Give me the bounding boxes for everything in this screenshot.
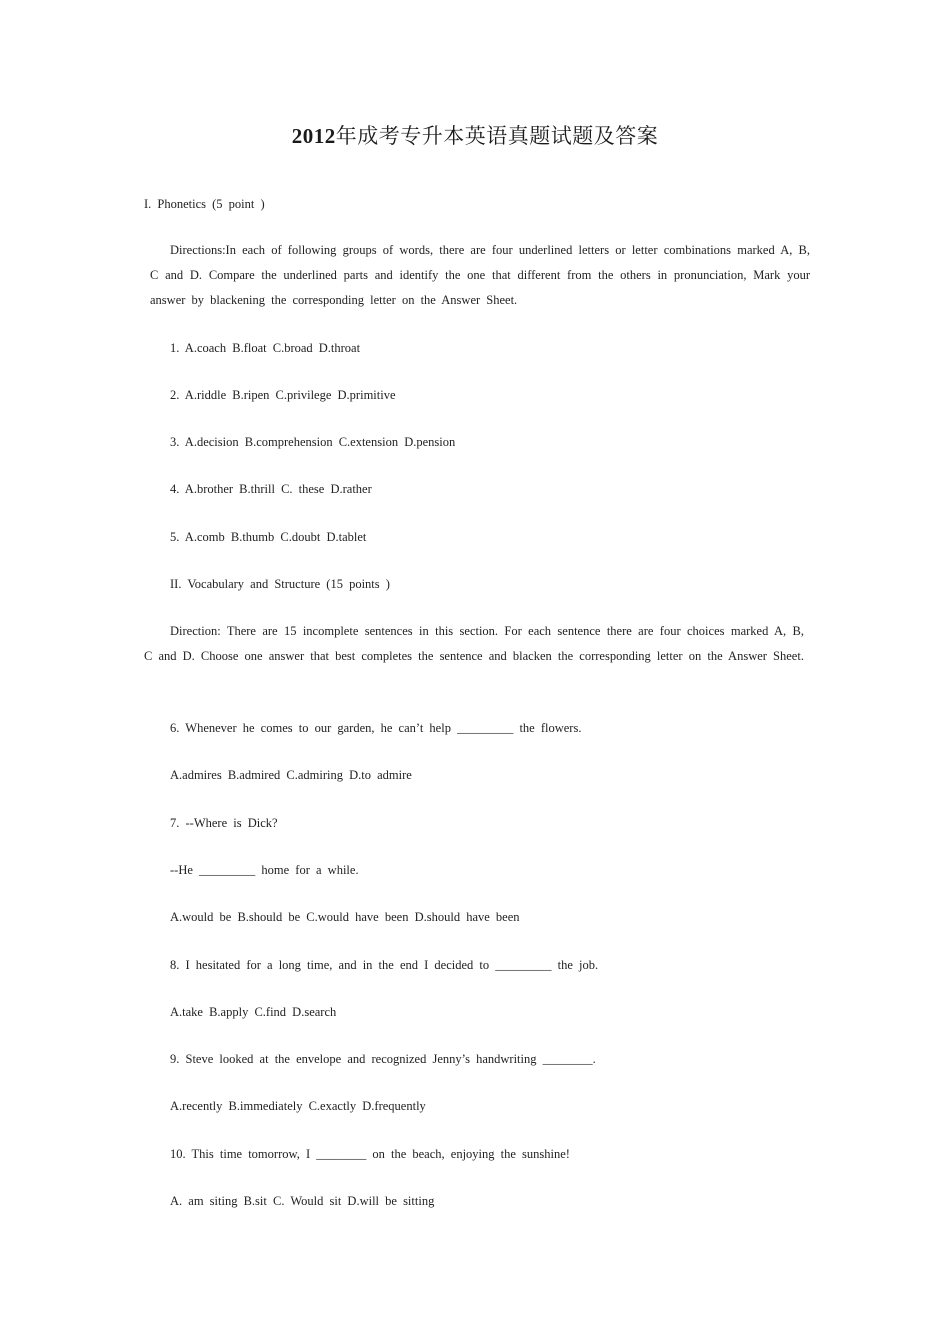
question-10-options: A. am siting B.sit C. Would sit D.will be sitting bbox=[170, 1194, 435, 1208]
section-1-directions-text: Directions:In each of following groups of words, there are four underlined letters or letter combinations marked A, B, C and D. Compare the underlined parts and identify the one that different from the others in pronunciation, Mark your answer by blackening the corresponding letter on the Answer Sheet. bbox=[150, 243, 810, 307]
page-title bbox=[0, 120, 950, 150]
question-8: 8. I hesitated for a long time, and in the end I decided to _________ the job. bbox=[170, 958, 599, 972]
title-year: 2012 bbox=[291, 124, 336, 148]
section-1-heading: I. Phonetics (5 point ) bbox=[144, 197, 265, 211]
question-10: 10. This time tomorrow, I ________ on the beach, enjoying the sunshine! bbox=[170, 1147, 570, 1161]
section-1-directions bbox=[150, 238, 810, 313]
question-4: 4. A.brother B.thrill C. these D.rather bbox=[170, 482, 372, 496]
question-5: 5. A.comb B.thumb C.doubt D.tablet bbox=[170, 530, 367, 544]
question-1: 1. A.coach B.float C.broad D.throat bbox=[170, 341, 361, 355]
question-9-options: A.recently B.immediately C.exactly D.frequently bbox=[170, 1099, 426, 1113]
question-9: 9. Steve looked at the envelope and recognized Jenny’s handwriting ________. bbox=[170, 1052, 596, 1066]
section-2-directions-text: Direction: There are 15 incomplete sentences in this section. For each sentence there are four choices marked A, B, C and D. Choose one answer that best completes the sentence and blacken the corresponding letter on the Answer Sheet. bbox=[144, 624, 804, 663]
question-7: 7. --Where is Dick? bbox=[170, 816, 278, 830]
section-2-heading: II. Vocabulary and Structure (15 points ) bbox=[170, 577, 390, 591]
title-text: 年成考专升本英语真题试题及答案 bbox=[335, 124, 659, 148]
section-2-directions bbox=[144, 619, 804, 669]
question-2: 2. A.riddle B.ripen C.privilege D.primitive bbox=[170, 388, 396, 402]
question-8-options: A.take B.apply C.find D.search bbox=[170, 1005, 337, 1019]
question-3: 3. A.decision B.comprehension C.extension D.pension bbox=[170, 435, 456, 449]
question-6-options: A.admires B.admired C.admiring D.to admire bbox=[170, 768, 412, 782]
question-6: 6. Whenever he comes to our garden, he can’t help _________ the flowers. bbox=[170, 721, 582, 735]
question-7-reply: --He _________ home for a while. bbox=[170, 863, 359, 877]
question-7-options: A.would be B.should be C.would have been D.should have been bbox=[170, 910, 520, 924]
